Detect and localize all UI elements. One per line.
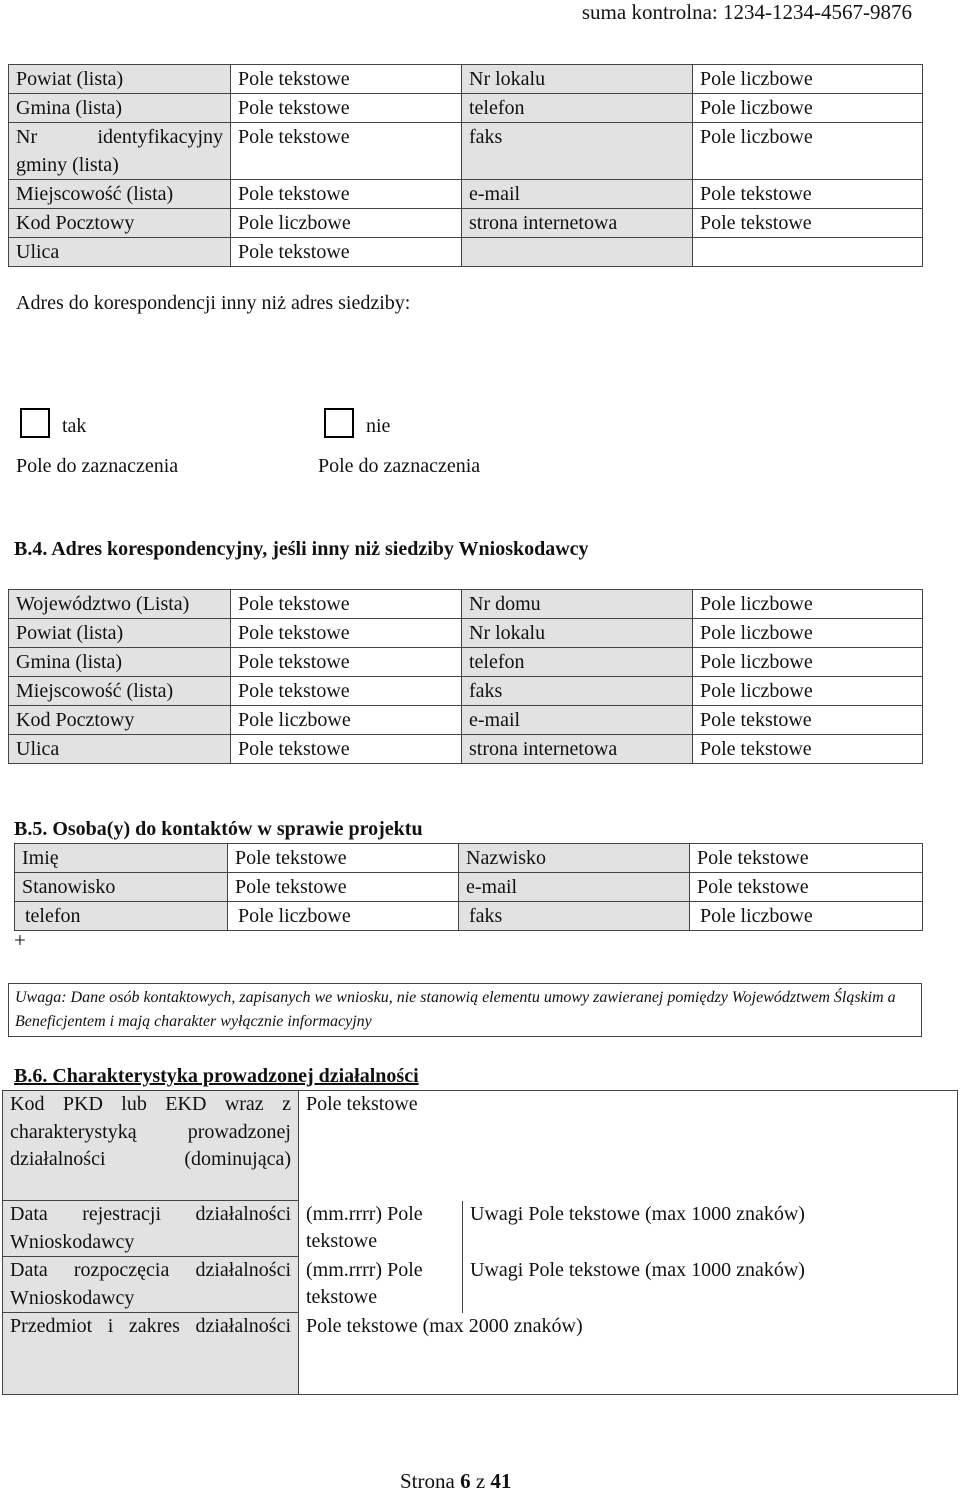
checkbox-label: tak [62,415,87,437]
address-table [8,64,923,267]
field-label: Stanowisko [15,873,228,902]
table-row [9,706,923,735]
checkbox-tak[interactable] [20,408,50,438]
field-value[interactable]: Pole tekstowe [231,238,462,267]
checkbox-label: nie [366,415,391,437]
table-row [15,873,923,902]
field-label: Kod Pocztowy [9,209,231,238]
table-row [3,1091,958,1201]
field-value[interactable]: Pole liczbowe [228,902,459,931]
table-row [3,1257,958,1313]
field-value[interactable]: Pole tekstowe [693,735,923,764]
table-row [15,902,923,931]
field-label: Miejscowość (lista) [9,677,231,706]
field-value[interactable]: Pole tekstowe [231,619,462,648]
section-heading-b4: B.4. Adres korespondencyjny, jeśli inny niż siedziby Wnioskodawcy [14,538,589,560]
field-value[interactable]: Pole tekstowe [231,648,462,677]
b6-activity-table [2,1090,958,1395]
table-row [9,123,923,180]
table-row [9,65,923,94]
b4-address-table [8,589,923,764]
footer-total: 41 [490,1469,512,1493]
field-label: Kod PKD lub EKD wraz z charakterystyką prowadzonej działalności (dominująca) [3,1091,299,1201]
field-label: e-mail [459,873,690,902]
field-value[interactable]: Pole tekstowe [231,735,462,764]
field-label: Przedmiot i zakres działalności [3,1313,299,1395]
correspondence-question: Adres do korespondencji inny niż adres siedziby: [16,292,411,314]
field-label: e-mail [462,180,693,209]
field-label: Województwo (Lista) [9,590,231,619]
checkbox-caption: Pole do zaznaczenia [318,455,481,477]
b5-contacts-table [14,843,923,931]
field-label: Nr lokalu [462,619,693,648]
field-label: strona internetowa [462,735,693,764]
note-box: Uwaga: Dane osób kontaktowych, zapisanych we wniosku, nie stanowią elementu umowy zawieranej pomiędzy Województwem Śląskim a Beneficjentem i mają charakter wyłącznie informacyjny [8,983,922,1037]
field-value[interactable]: Pole liczbowe [693,648,923,677]
field-label [462,238,693,267]
date-field[interactable]: (mm.rrrr) Pole tekstowe [299,1201,463,1257]
field-label: telefon [462,94,693,123]
option-nie[interactable] [324,408,390,438]
field-label: faks [462,677,693,706]
field-label: Nr identyfikacyjny gminy (lista) [9,123,231,180]
field-label: Nr lokalu [462,65,693,94]
field-value[interactable]: Pole tekstowe [231,590,462,619]
field-value[interactable]: Pole tekstowe [228,844,459,873]
table-row [9,590,923,619]
field-label: Powiat (lista) [9,65,231,94]
field-value[interactable]: Pole tekstowe [693,209,923,238]
field-label: faks [462,123,693,180]
field-value[interactable]: Pole liczbowe [693,677,923,706]
field-value[interactable]: Pole tekstowe [693,180,923,209]
remarks-field[interactable]: Uwagi Pole tekstowe (max 1000 znaków) [463,1201,958,1257]
table-row [3,1313,958,1395]
field-label: telefon [15,902,228,931]
field-label: Gmina (lista) [9,94,231,123]
field-value[interactable]: Pole liczbowe [693,619,923,648]
field-value[interactable]: Pole tekstowe [231,677,462,706]
field-value[interactable]: Pole tekstowe (max 2000 znaków) [299,1313,958,1395]
field-value[interactable]: Pole tekstowe [231,123,462,180]
field-value[interactable]: Pole liczbowe [690,902,923,931]
field-value[interactable]: Pole tekstowe [228,873,459,902]
field-value[interactable]: Pole tekstowe [299,1091,958,1201]
field-value[interactable]: Pole liczbowe [693,123,923,180]
date-field[interactable]: (mm.rrrr) Pole tekstowe [299,1257,463,1313]
field-label: Ulica [9,238,231,267]
field-label: Nazwisko [459,844,690,873]
remarks-field[interactable]: Uwagi Pole tekstowe (max 1000 znaków) [463,1257,958,1313]
table-row [9,94,923,123]
table-row [15,844,923,873]
field-label: telefon [462,648,693,677]
field-label: faks [459,902,690,931]
field-value[interactable]: Pole tekstowe [231,94,462,123]
table-row [9,209,923,238]
checkbox-nie[interactable] [324,408,354,438]
field-label: Powiat (lista) [9,619,231,648]
field-value[interactable]: Pole liczbowe [231,209,462,238]
field-value[interactable]: Pole tekstowe [231,65,462,94]
field-label: Miejscowość (lista) [9,180,231,209]
field-value[interactable]: Pole liczbowe [693,94,923,123]
table-row [9,677,923,706]
field-label: strona internetowa [462,209,693,238]
field-value[interactable]: Pole liczbowe [231,706,462,735]
footer-sep: z [475,1469,486,1493]
page-footer [400,1469,511,1494]
field-label: Gmina (lista) [9,648,231,677]
field-value[interactable]: Pole liczbowe [693,65,923,94]
table-row [9,238,923,267]
footer-page: 6 [460,1469,471,1493]
table-row [9,619,923,648]
add-contact-button[interactable]: + [14,928,26,952]
table-row [3,1201,958,1257]
field-label: Data rozpoczęcia działalności Wnioskodawcy [3,1257,299,1313]
table-row [9,735,923,764]
field-value[interactable]: Pole tekstowe [690,844,923,873]
checkbox-caption: Pole do zaznaczenia [16,455,179,477]
option-tak[interactable] [20,408,86,438]
field-label: Ulica [9,735,231,764]
footer-prefix: Strona [400,1469,455,1493]
field-label: Kod Pocztowy [9,706,231,735]
field-value[interactable]: Pole liczbowe [693,590,923,619]
section-heading-b5: B.5. Osoba(y) do kontaktów w sprawie projektu [14,818,423,840]
table-row [9,180,923,209]
section-heading-b6: B.6. Charakterystyka prowadzonej działalności [14,1065,419,1087]
field-label: Imię [15,844,228,873]
checksum: suma kontrolna: 1234-1234-4567-9876 [581,0,912,24]
field-label: e-mail [462,706,693,735]
field-value[interactable]: Pole tekstowe [690,873,923,902]
field-value[interactable] [693,238,923,267]
field-label: Data rejestracji działalności Wnioskodawcy [3,1201,299,1257]
table-row [9,648,923,677]
field-label: Nr domu [462,590,693,619]
field-value[interactable]: Pole tekstowe [231,180,462,209]
field-value[interactable]: Pole tekstowe [693,706,923,735]
